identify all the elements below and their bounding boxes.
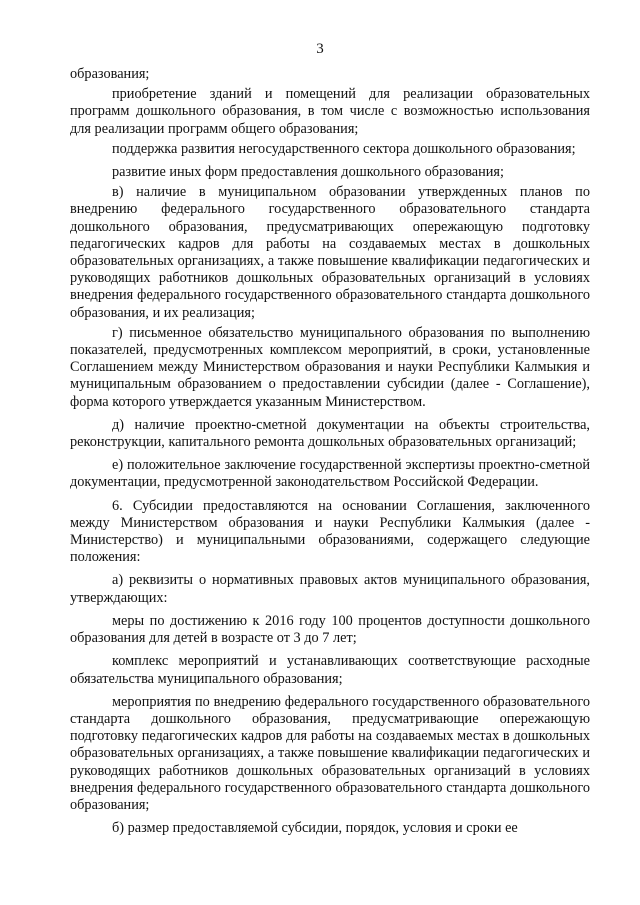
paragraph-3: поддержка развития негосударственного сектора дошкольного образования; bbox=[112, 140, 576, 157]
paragraph-1: образования; bbox=[70, 66, 150, 82]
paragraph-7: д) наличие проектно-сметной документации на объекты строительства, реконструкции, капитального ремонта дошкольных образовательных организаций; bbox=[70, 416, 590, 451]
page-number: 3 bbox=[316, 41, 324, 57]
paragraph-12: комплекс мероприятий и устанавливающих соответствующие расходные обязательства муниципального образования; bbox=[70, 653, 590, 687]
paragraph-8: е) положительное заключение государственной экспертизы проектно-сметной документации, предусмотренной законодательством Российской Федерации. bbox=[70, 457, 590, 491]
paragraph-11: меры по достижению к 2016 году 100 процентов доступности дошкольного образования для детей в возрасте от 3 до 7 лет; bbox=[70, 612, 590, 647]
paragraph-9: 6. Субсидии предоставляются на основании Соглашения, заключенного между Министерством образования и науки Республики Калмыкия (далее - Министерство) и муниципальными образованиями, содержащего следующие положения: bbox=[70, 497, 590, 566]
paragraph-5: в) наличие в муниципальном образовании утвержденных планов по внедрению федерального государственного образовательного стандарта дошкольного образования, предусматривающих опережающую подготовку педагогических кадров для работы на создаваемых местах в дошкольных образовательных организациях, а также повышение квалификации педагогических и руководящих работников дошкольных образовательных организаций в условиях внедрения федерального государственного образовательного стандарта дошкольного образования, и их реализация; bbox=[70, 184, 590, 321]
paragraph-14: б) размер предоставляемой субсидии, порядок, условия и сроки ее bbox=[112, 820, 518, 837]
paragraph-4: развитие иных форм предоставления дошкольного образования; bbox=[112, 164, 504, 181]
document-body bbox=[70, 66, 590, 837]
paragraph-2: приобретение зданий и помещений для реализации образовательных программ дошкольного образования, в том числе с возможностью использования для реализации программ общего образования; bbox=[70, 86, 590, 137]
paragraph-13: мероприятия по внедрению федерального государственного образовательного стандарта дошкольного образования, предусматривающие опережающую подготовку педагогических кадров для работы на создаваемых местах в дошкольных образовательных организациях, а также повышение квалификации педагогических и руководящих работников дошкольных образовательных организаций в условиях внедрения федерального государственного образовательного стандарта дошкольного образования; bbox=[70, 693, 590, 813]
paragraph-10: а) реквизиты о нормативных правовых актов муниципального образования, утверждающих: bbox=[70, 572, 590, 606]
paragraph-6: г) письменное обязательство муниципального образования по выполнению показателей, предусмотренных комплексом мероприятий, в сроки, установленные Соглашением между Министерством образования и науки Республики Калмыкия и муниципальным образованием о предоставлении субсидии (далее - Соглашение), форма которого утверждается указанным Министерством. bbox=[70, 324, 590, 410]
